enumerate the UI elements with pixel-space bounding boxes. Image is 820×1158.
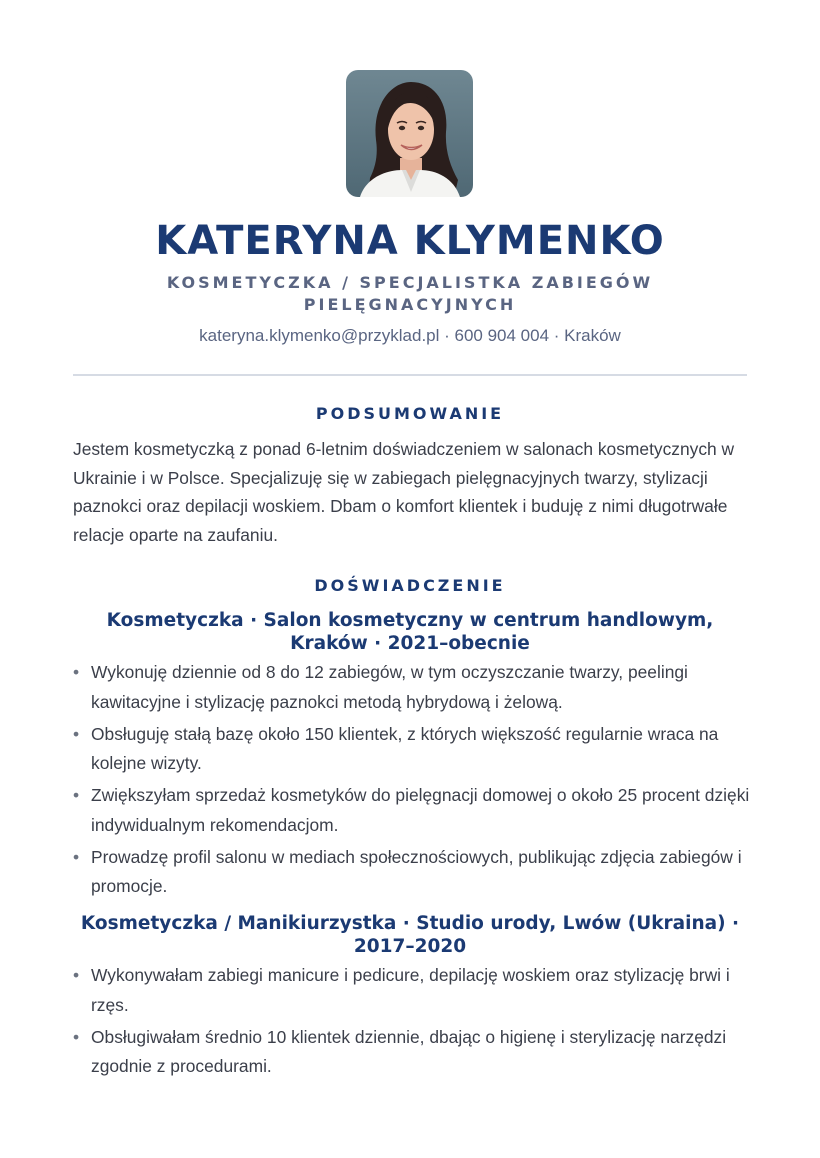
job-heading: Kosmetyczka · Salon kosmetyczny w centrum handlowym, Kraków · 2021–obecnie xyxy=(106,610,714,654)
header-divider xyxy=(73,374,747,376)
job-bullet-list xyxy=(73,961,763,1084)
job-bullet: • Zwiększyłam sprzedaż kosmetyków do pielęgnacji domowej o około 25 procent dzięki indywidualnym rekomendacjom. xyxy=(73,781,763,840)
job-heading: Kosmetyczka / Manikiurzystka · Studio urody, Lwów (Ukraina) · 2017–2020 xyxy=(80,913,740,957)
candidate-name: KATERYNA KLYMENKO xyxy=(155,218,665,264)
job-bullet: • Prowadzę profil salonu w mediach społecznościowych, publikując zdjęcia zabiegów i promocje. xyxy=(73,843,763,902)
job-bullet: • Obsługiwałam średnio 10 klientek dziennie, dbając o higienę i sterylizację narzędzi zgodnie z procedurami. xyxy=(73,1023,763,1082)
job-bullet-list xyxy=(73,658,763,904)
job-bullet: • Obsługuję stałą bazę około 150 klientek, z których większość regularnie wraca na kolejne wizyty. xyxy=(73,720,763,779)
summary-text: Jestem kosmetyczką z ponad 6-letnim doświadczeniem w salonach kosmetycznych w Ukrainie i w Polsce. Specjalizuję się w zabiegach pielęgnacyjnych twarzy, stylizacji paznokci oraz depilacji woskiem. Dbam o komfort klientek i buduję z nimi długotrwałe relacje oparte na zaufaniu. xyxy=(73,439,735,545)
job-bullet: • Wykonywałam zabiegi manicure i pedicure, depilację woskiem oraz stylizację brwi i rzęs. xyxy=(73,961,763,1020)
section-title-experience: DOŚWIADCZENIE xyxy=(314,576,506,595)
section-title-summary: PODSUMOWANIE xyxy=(315,404,505,423)
profile-photo xyxy=(346,70,473,197)
job-bullet: • Wykonuję dziennie od 8 do 12 zabiegów, w tym oczyszczanie twarzy, peelingi kawitacyjne i stylizację paznokci metodą hybrydową i żelową. xyxy=(73,658,763,717)
candidate-role: KOSMETYCZKA / SPECJALISTKA ZABIEGÓW PIELĘGNACYJNYCH xyxy=(166,273,654,314)
contact-info: kateryna.klymenko@przyklad.pl · 600 904 004 · Kraków xyxy=(199,326,621,345)
